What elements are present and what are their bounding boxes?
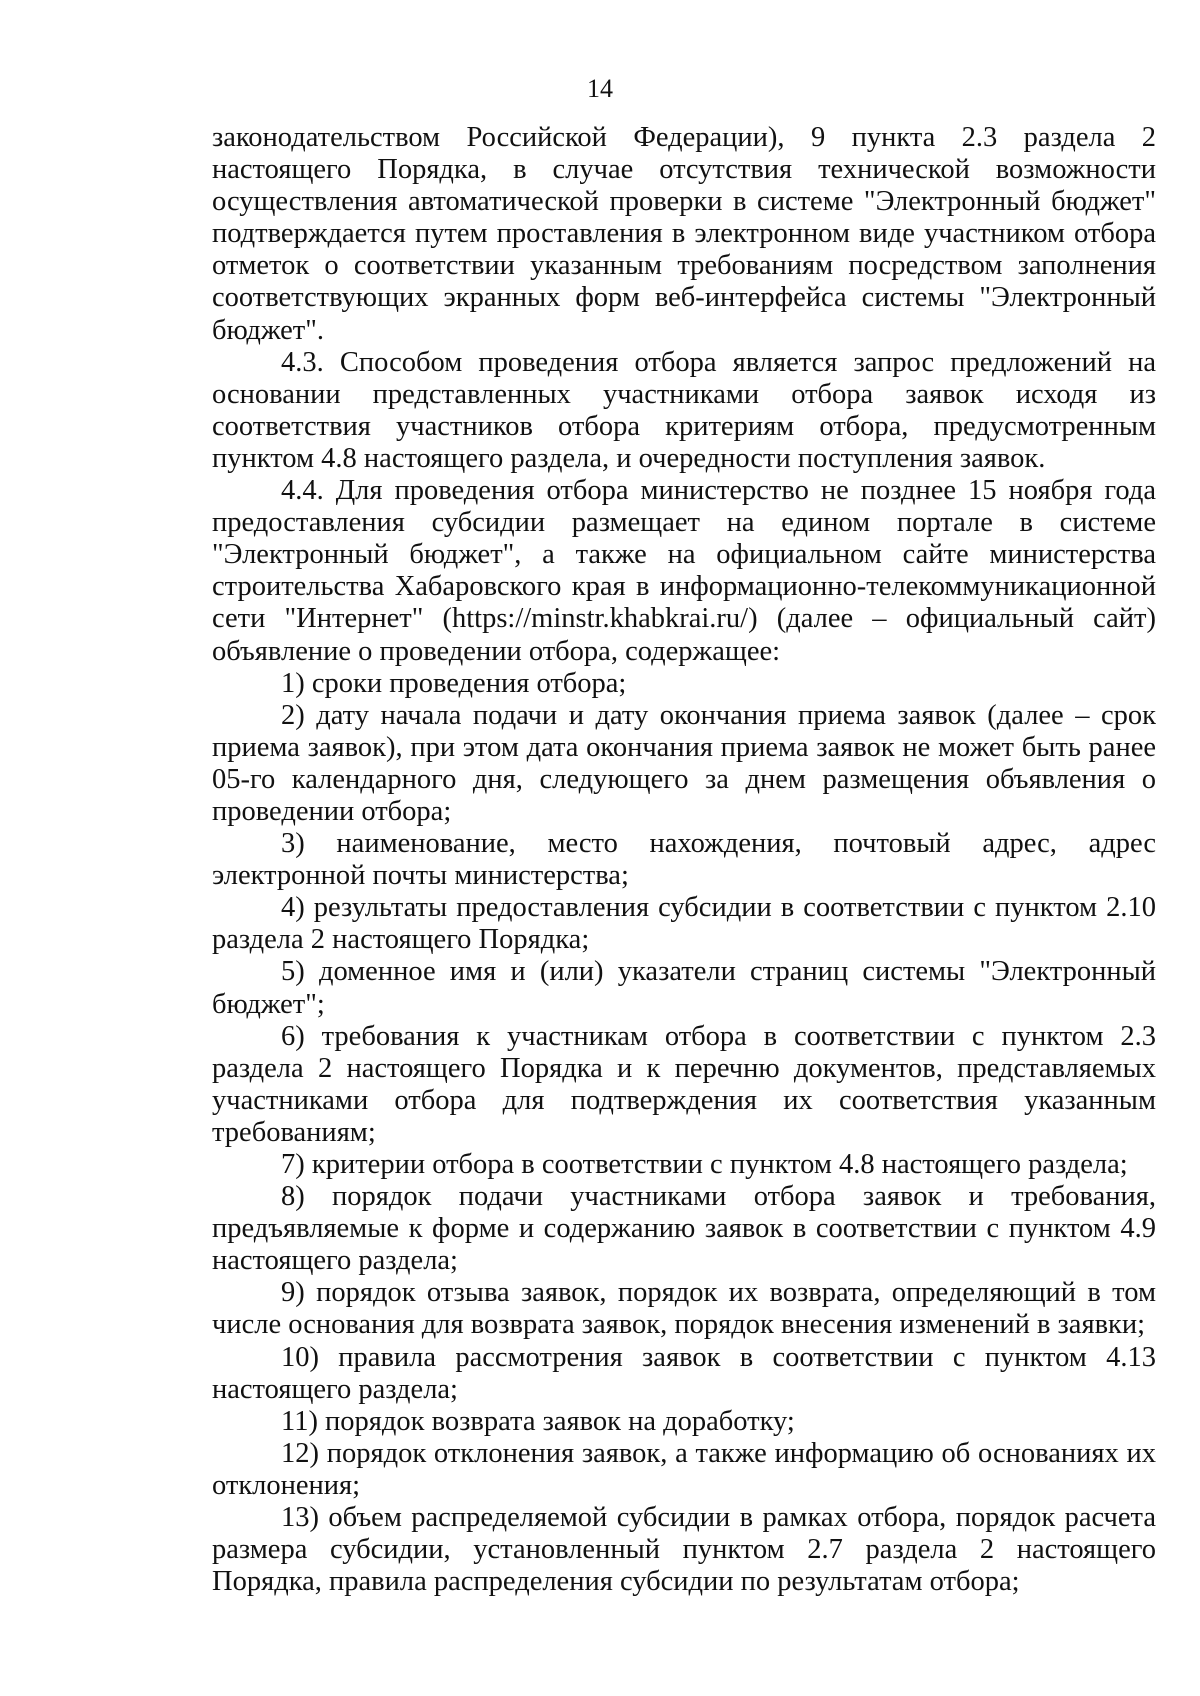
page-number: 14: [587, 74, 613, 103]
list-item-10: 10) правила рассмотрения заявок в соответствии с пунктом 4.13 настоящего раздела;: [212, 1341, 1156, 1405]
document-body: [212, 122, 1156, 1598]
list-item-13: 13) объем распределяемой субсидии в рамках отбора, порядок расчета размера субсидии, установленный пунктом 2.7 раздела 2 настоящего Порядка, правила распределения субсидии по результатам отбора;: [212, 1502, 1156, 1598]
list-item-12: 12) порядок отклонения заявок, а также информацию об основаниях их отклонения;: [212, 1437, 1156, 1501]
list-item-3: 3) наименование, место нахождения, почтовый адрес, адрес электронной почты министерства;: [212, 828, 1156, 892]
list-item-1: 1) сроки проведения отбора;: [281, 667, 627, 699]
list-item-9: 9) порядок отзыва заявок, порядок их возврата, определяющий в том числе основания для возврата заявок, порядок внесения изменений в заявки;: [212, 1277, 1156, 1341]
list-item-2: 2) дату начала подачи и дату окончания приема заявок (далее – срок приема заявок), при этом дата окончания приема заявок не может быть ранее 05-го календарного дня, следующего за днем размещения объявления о проведении отбора;: [212, 699, 1156, 827]
list-item-7: 7) критерии отбора в соответствии с пунктом 4.8 настоящего раздела;: [281, 1149, 1128, 1180]
list-item-11: 11) порядок возврата заявок на доработку;: [281, 1405, 795, 1437]
paragraph-continuation: законодательством Российской Федерации), 9 пункта 2.3 раздела 2 настоящего Порядка, в случае отсутствия технической возможности осуществления автоматической проверки в системе "Электронный бюджет" подтверждается путем проставления в электронном виде участником отбора отметок о соответствии указанным требованиям посредством заполнения соответствующих экранных форм веб-интерфейса системы "Электронный бюджет".: [212, 122, 1156, 346]
paragraph-4-3: 4.3. Способом проведения отбора является запрос предложений на основании представленных участниками отбора заявок исходя из соответствия участников отбора критериям отбора, предусмотренным пунктом 4.8 настоящего раздела, и очередности поступления заявок.: [212, 346, 1156, 474]
list-item-4: 4) результаты предоставления субсидии в соответствии с пунктом 2.10 раздела 2 настоящего Порядка;: [212, 892, 1156, 956]
list-item-6: 6) требования к участникам отбора в соответствии с пунктом 2.3 раздела 2 настоящего Порядка и к перечню документов, представляемых участниками отбора для подтверждения их соответствия указанным требованиям;: [212, 1020, 1156, 1148]
paragraph-4-4: 4.4. Для проведения отбора министерство не позднее 15 ноября года предоставления субсидии размещает на едином портале в системе "Электронный бюджет", а также на официальном сайте министерства строительства Хабаровского края в информационно-телекоммуникационной сети "Интернет" (https://minstr.khabkrai.ru/) (далее – официальный сайт) объявление о проведении отбора, содержащее:: [212, 475, 1156, 667]
list-item-8: 8) порядок подачи участниками отбора заявок и требования, предъявляемые к форме и содержанию заявок в соответствии с пунктом 4.9 настоящего раздела;: [212, 1181, 1156, 1277]
list-item-5: 5) доменное имя и (или) указатели страниц системы "Электронный бюджет";: [212, 956, 1156, 1020]
